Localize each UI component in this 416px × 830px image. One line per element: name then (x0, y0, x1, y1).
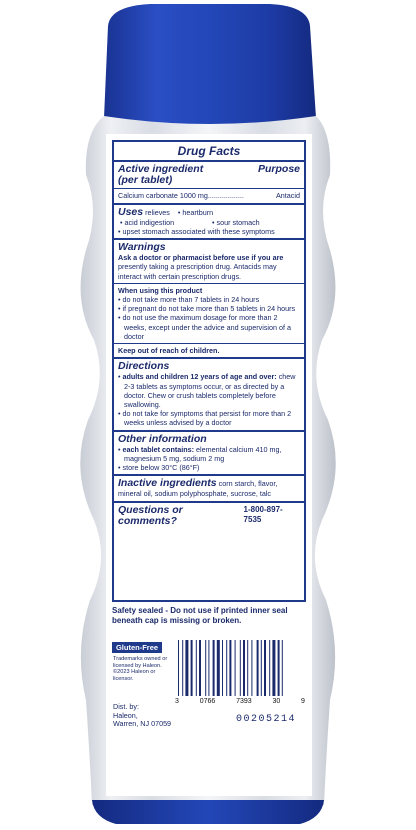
phone-number: 1-800-897-7535 (243, 504, 283, 524)
barcode-bar (272, 640, 275, 696)
inactive-text: corn starch, flavor, mineral oil, sodium polyphosphate, sucrose, talc (118, 479, 278, 499)
barcode-bar (229, 640, 231, 696)
barcode-digit: 7393 (236, 698, 252, 705)
safety-seal-text: Safety sealed - Do not use if printed inner seal beneath cap is missing or broken. (112, 606, 288, 625)
barcode-bar (213, 640, 215, 696)
other-item: • store below 30°C (86°F) (118, 463, 300, 472)
active-ingredient-line: Calcium carbonate 1000 mg (118, 191, 208, 201)
keep-out-section (114, 344, 304, 359)
directions-item: • do not take for symptoms that persist for more than 2 weeks unless advised by a doctor (118, 409, 300, 427)
directions-section (114, 359, 304, 431)
active-ingredient-section (114, 162, 304, 189)
uses-heading: Uses (118, 205, 144, 218)
barcode-bar (185, 640, 188, 696)
other-bold: each tablet contains: (122, 444, 195, 454)
other-information-heading: Other information (118, 432, 207, 445)
barcode-bar (226, 640, 227, 696)
leader-dots: .................. (207, 191, 244, 201)
barcode-bar (196, 640, 197, 696)
barcode-bar (247, 640, 248, 696)
drug-facts-title: Drug Facts (114, 142, 304, 162)
distributor-text (113, 703, 213, 729)
active-ingredient-row (114, 189, 304, 204)
when-using-item: • do not take more than 7 tablets in 24 hours (118, 295, 300, 304)
dist-line: Dist. by: (113, 702, 139, 711)
bottle-base (92, 800, 324, 824)
other-information-section (114, 432, 304, 477)
uses-item: • acid indigestion (120, 218, 208, 227)
uses-full-item: • upset stomach associated with these symptoms (118, 227, 300, 236)
keep-out-text: Keep out of reach of children. (118, 346, 220, 356)
warnings-heading: Warnings (118, 241, 166, 254)
warnings-bold: Ask a doctor or pharmacist before use if you are (118, 253, 284, 263)
barcode-bar (208, 640, 209, 696)
when-using-section (114, 284, 304, 344)
barcode-bar (278, 640, 280, 696)
purpose-heading: Purpose (257, 163, 300, 176)
warnings-section (114, 240, 304, 284)
drug-facts-panel (112, 140, 306, 602)
barcode-bar (257, 640, 259, 696)
barcode-bar (217, 640, 220, 696)
inactive-ingredients-section (114, 476, 304, 502)
dist-line: Haleon, (113, 710, 138, 720)
barcode-digits (175, 698, 305, 705)
barcode-digit: 9 (301, 698, 305, 705)
bottle-cap (104, 4, 316, 125)
barcode-bar (251, 640, 252, 696)
dist-line: Warren, NJ 07059 (113, 719, 172, 729)
directions-text: chew 2-3 tablets as symptoms occur, or as directed by a doctor. Chew or crush tablets completely before swallowing. (124, 372, 296, 409)
uses-item: • heartburn (172, 208, 213, 217)
barcode-bar (178, 640, 179, 696)
barcode-bar (199, 640, 201, 696)
questions-section (114, 503, 304, 529)
active-ingredient-heading: Active ingredient (118, 163, 204, 176)
barcode-bar (182, 640, 183, 696)
barcode-bar (240, 640, 241, 696)
lot-code: 00205214 (236, 714, 297, 725)
when-using-item: • if pregnant do not take more than 5 tablets in 24 hours (118, 304, 300, 313)
barcode-bar (261, 640, 262, 696)
uses-item: • sour stomach (212, 218, 300, 227)
barcode-bar (191, 640, 193, 696)
per-tablet-label: (per tablet) (118, 174, 173, 187)
when-using-heading: When using this product (118, 285, 203, 295)
questions-heading: Questions or comments? (118, 503, 183, 527)
barcode-bar (269, 640, 270, 696)
barcode-bar (243, 640, 245, 696)
barcode-digit: 30 (272, 698, 281, 705)
warnings-text: presently taking a prescription drug. Antacids may interact with certain prescription drugs. (118, 262, 277, 281)
barcode-bar (264, 640, 266, 696)
barcode-bar (222, 640, 223, 696)
other-text: elemental calcium 410 mg, magnesium 5 mg, sodium 2 mg (124, 444, 282, 463)
gluten-free-badge: Gluten-Free (112, 642, 162, 653)
directions-heading: Directions (118, 360, 170, 373)
trademark-text: Trademarks owned or licensed by Haleon. ©2023 Haleon or licensor. (113, 656, 168, 683)
uses-section (114, 205, 304, 240)
barcode-bar (282, 640, 283, 696)
when-using-item: • do not use the maximum dosage for more than 2 weeks, except under the advice and supervision of a doctor (118, 313, 300, 341)
uses-relieves: relieves (145, 207, 170, 217)
barcode-bar (235, 640, 236, 696)
inactive-heading: Inactive ingredients (118, 477, 217, 490)
barcode-digit: 3 (175, 698, 179, 705)
directions-bold: adults and children 12 years of age and over: (122, 372, 277, 382)
barcode-digit: 0766 (199, 698, 216, 705)
barcode-bar (205, 640, 206, 696)
purpose-value: Antacid (276, 191, 300, 201)
